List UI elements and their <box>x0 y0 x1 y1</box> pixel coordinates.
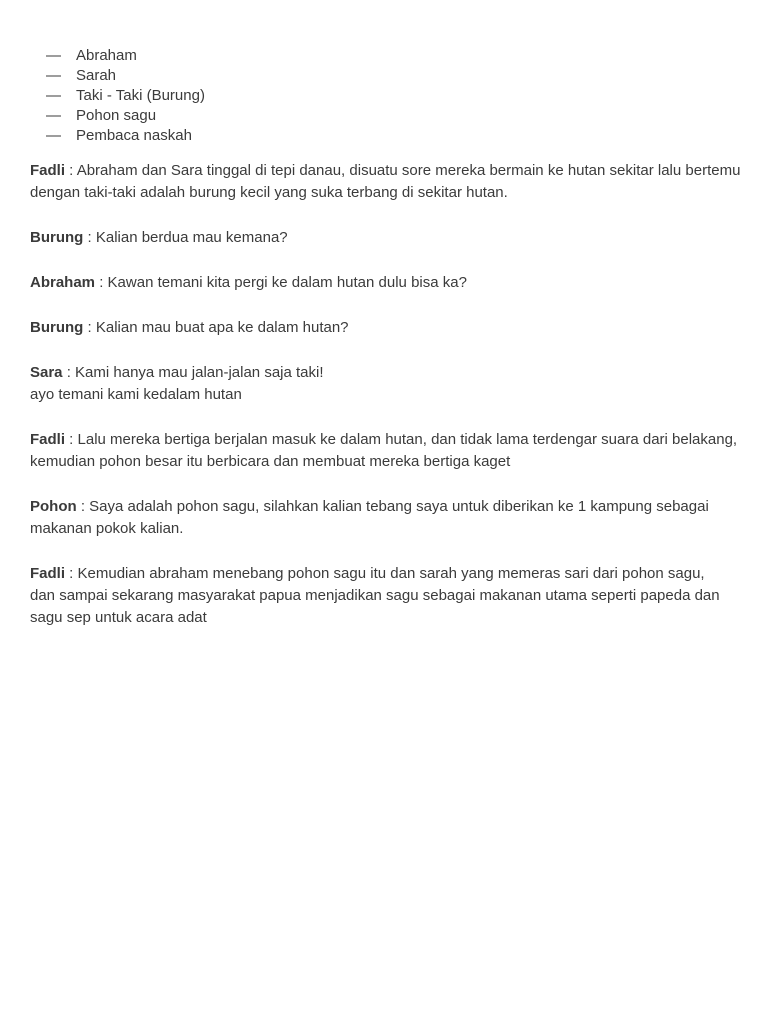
list-dash: — <box>46 107 61 124</box>
separator: : <box>65 565 78 582</box>
dialogue-text: Kawan temani kita pergi ke dalam hutan dulu bisa ka? <box>107 274 467 291</box>
dialogue-text: Saya adalah pohon sagu, silahkan kalian tebang saya untuk diberikan ke 1 kampung sebagai makanan pokok kalian. <box>30 498 709 537</box>
cast-name: Pembaca naskah <box>76 127 192 144</box>
dialogue-paragraph <box>30 317 742 339</box>
speaker-name: Burung <box>30 229 84 246</box>
cast-list <box>30 46 738 146</box>
dialogue-text: Kalian mau buat apa ke dalam hutan? <box>95 319 349 336</box>
separator: : <box>83 229 96 246</box>
cast-name: Taki - Taki (Burung) <box>76 87 205 104</box>
separator: : <box>83 319 96 336</box>
dialogue-paragraph <box>30 496 742 540</box>
speaker-name: Fadli <box>30 565 66 582</box>
cast-name: Pohon sagu <box>76 107 157 124</box>
cast-item <box>46 86 738 106</box>
dialogue-text: Lalu mereka bertiga berjalan masuk ke dalam hutan, dan tidak lama terdengar suara dari belakang, kemudian pohon besar itu berbicara dan membuat mereka bertiga kaget <box>30 431 738 470</box>
speaker-name: Abraham <box>30 274 96 291</box>
dialogue-paragraph <box>30 362 742 406</box>
cast-name: Sarah <box>76 67 117 84</box>
separator: : <box>76 498 90 515</box>
separator: : <box>65 431 78 448</box>
dialogue-paragraph <box>30 160 742 204</box>
dialogue-text: Kalian berdua mau kemana? <box>95 229 288 246</box>
dialogue-paragraph <box>30 563 742 629</box>
speaker-name: Burung <box>30 319 84 336</box>
cast-name: Abraham <box>76 47 137 64</box>
cast-item <box>46 66 738 86</box>
dialogue-paragraph <box>30 227 742 249</box>
dialogue-paragraph <box>30 272 742 294</box>
speaker-name: Fadli <box>30 431 66 448</box>
separator: : <box>95 274 108 291</box>
separator: : <box>65 162 77 179</box>
dialogue-text: Kami hanya mau jalan-jalan saja taki! <box>75 364 324 381</box>
separator: : <box>62 364 76 381</box>
list-dash: — <box>46 67 61 84</box>
cast-item <box>46 126 738 146</box>
speaker-name: Pohon <box>30 498 77 515</box>
list-dash: — <box>46 127 61 144</box>
dialogue-text: Kemudian abraham menebang pohon sagu itu dan sarah yang memeras sari dari pohon sagu, <box>77 565 705 582</box>
dialogue-text: ayo temani kami kedalam hutan <box>30 386 242 403</box>
list-dash: — <box>46 47 61 64</box>
speaker-name: Fadli <box>30 162 66 179</box>
cast-item <box>46 106 738 126</box>
dialogue-paragraph <box>30 429 742 473</box>
dialogue-text: dan sampai sekarang masyarakat papua menjadikan sagu sebagai makanan utama seperti papeda dan sagu sep untuk acara adat <box>30 587 720 626</box>
list-dash: — <box>46 87 61 104</box>
dialogue-text: Abraham dan Sara tinggal di tepi danau, disuatu sore mereka bermain ke hutan sekitar lalu bertemu dengan taki-taki adalah burung kecil yang suka terbang di sekitar hutan. <box>30 162 741 201</box>
speaker-name: Sara <box>30 364 63 381</box>
cast-item <box>46 46 738 66</box>
